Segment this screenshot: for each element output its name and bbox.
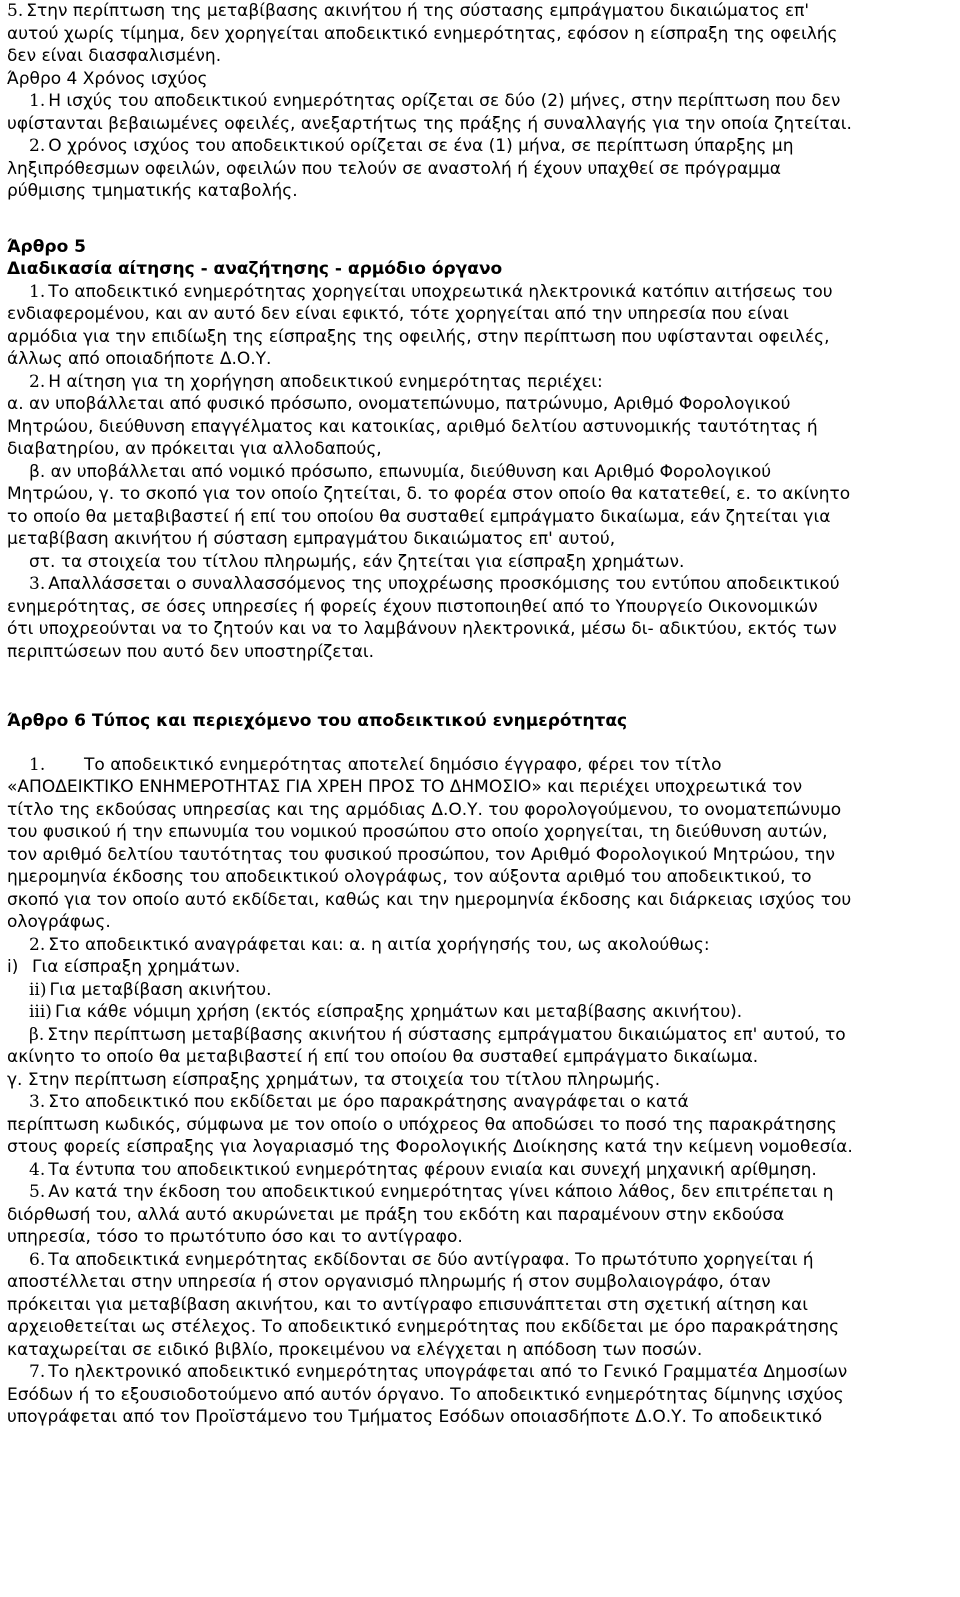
a4-p2-line-1: 2. Ο χρόνος ισχύος του αποδεικτικού ορίζεται σε ένα (1) μήνα, σε περίπτωση ύπαρξης μη xyxy=(29,136,794,156)
a5-a-line-1: α. αν υποβάλλεται από φυσικό πρόσωπο, ονοματεπώνυμο, πατρώνυμο, Αριθμό Φορολογικού xyxy=(7,394,791,414)
a6-p5-number: 5. xyxy=(29,1182,46,1202)
a6-i-line: i) Για είσπραξη χρημάτων. xyxy=(7,957,241,977)
a6-p6-line-2: αποστέλλεται στην υπηρεσία ή στον οργανισμό πληρωμής ή στον συμβολαιογράφο, όταν xyxy=(7,1272,771,1292)
a5-p1-line-2: ενδιαφερομένου, και αν αυτό δεν είναι εφικτό, τότε χορηγείται από την υπηρεσία που είναι xyxy=(7,304,789,324)
a6-iii-number: iii) xyxy=(29,1002,52,1022)
a4-heading: Άρθρο 4 Χρόνος ισχύος xyxy=(7,68,208,89)
a4-item5-number: 5. xyxy=(7,1,24,21)
a6-iii-line: iii) Για κάθε νόμιμη χρήση (εκτός είσπραξης χρημάτων και μεταβίβασης ακινήτου). xyxy=(29,1002,743,1022)
a6-p1-line-1: 1. Το αποδεικτικό ενημερότητας αποτελεί δημόσιο έγγραφο, φέρει τον τίτλο xyxy=(29,754,722,775)
a5-p1-line-3: αρμόδια για την επιδίωξη της είσπραξης της οφειλής, στην περίπτωση που υφίστανται οφειλές, xyxy=(7,326,830,347)
a5-p3-number: 3. xyxy=(29,574,46,594)
a6-p6-line-3: πρόκειται για μεταβίβαση ακινήτου, και το αντίγραφο επισυνάπτεται στη σχετική αίτηση και xyxy=(7,1294,808,1315)
a6-p5-line-1: 5. Αν κατά την έκδοση του αποδεικτικού ενημερότητας γίνει κάποιο λάθος, δεν επιτρέπεται η xyxy=(29,1182,834,1202)
a5-p1-line-1: 1. Το αποδεικτικό ενημερότητας χορηγείται υποχρεωτικά ηλεκτρονικά κατόπιν αιτήσεως του xyxy=(29,281,833,302)
a4-p1-line-1: 1. Η ισχύς του αποδεικτικού ενημερότητας ορίζεται σε δύο (2) μήνες, στην περίπτωση που δεν xyxy=(29,91,841,111)
a4-item5-line-2: αυτού χωρίς τίμημα, δεν χορηγείται αποδεικτικό ενημερότητας, εφόσον η είσπραξη της οφειλής xyxy=(7,23,838,44)
a6-p3-number: 3. xyxy=(29,1092,46,1112)
a6-p5-line-2: διόρθωσή του, αλλά αυτό ακυρώνεται με πράξη του εκδότη και παραμένουν στην εκδούσα xyxy=(7,1204,785,1225)
a4-p2-line-3: ρύθμισης τμηματικής καταβολής. xyxy=(7,181,298,201)
a5-b-line-3: το οποίο θα μεταβιβαστεί ή επί του οποίου θα συσταθεί εμπράγματο δικαίωμα, εάν ζητείται για xyxy=(7,506,831,527)
a6-p1-line-7: σκοπό για τον οποίο αυτό εκδίδεται, καθώς και την ημερομηνία έκδοσης και διάρκειας ισχύος του xyxy=(7,889,852,910)
a6-gamma-line: γ. Στην περίπτωση είσπραξης χρημάτων, τα στοιχεία του τίτλου πληρωμής. xyxy=(7,1069,661,1090)
a6-p1-number: 1. xyxy=(29,754,46,775)
a6-p3-line-2: περίπτωση κωδικός, σύμφωνα με τον οποίο ο υπόχρεος θα αποδώσει το ποσό της παρακράτησης xyxy=(7,1114,837,1135)
a6-p7-line-2: Εσόδων ή το εξουσιοδοτούμενο από αυτόν όργανο. Το αποδεικτικό ενημερότητας δίμηνης ισχύος xyxy=(7,1384,844,1405)
a4-item5-line-3: δεν είναι διασφαλισμένη. xyxy=(7,46,222,66)
a5-b-line-4: μεταβίβαση ακινήτου ή σύσταση εμπραγμάτου δικαιώματος επ' αυτού, xyxy=(7,529,616,549)
a6-p6-line-1: 6. Τα αποδεικτικά ενημερότητας εκδίδονται σε δύο αντίγραφα. Το πρωτότυπο χορηγείται ή xyxy=(29,1249,814,1270)
a5-p3-line-4: περιπτώσεων που αυτό δεν υποστηρίζεται. xyxy=(7,641,375,662)
a6-p4-number: 4. xyxy=(29,1159,46,1180)
a6-p7-line-3: υπογράφεται από τον Προϊστάμενο του Τμήματος Εσόδων οποιασδήποτε Δ.Ο.Υ. Το αποδεικτικό xyxy=(7,1407,823,1427)
a6-ii-number: ii) xyxy=(29,979,47,1000)
a5-p2-line: 2. Η αίτηση για τη χορήγηση αποδεικτικού ενημερότητας περιέχει: xyxy=(29,371,603,392)
a6-p1-line-4: του φυσικού ή την επωνυμία του νομικού προσώπου στο οποίο χορηγείται, τη διεύθυνση αυτών, xyxy=(7,822,828,842)
a5-heading-subtitle: Διαδικασία αίτησης - αναζήτησης - αρμόδιο όργανο xyxy=(7,259,503,279)
a4-p2-number: 2. xyxy=(29,136,46,156)
a6-p2-line: 2. Στο αποδεικτικό αναγράφεται και: α. η αιτία χορήγησής του, ως ακολούθως: xyxy=(29,934,710,955)
a6-p5-line-3: υπηρεσία, τόσο το πρωτότυπο όσο και το αντίγραφο. xyxy=(7,1227,463,1247)
a6-p6-line-5: καταχωρείται σε ειδικό βιβλίο, προκειμένου να ελέγχεται η απόδοση των ποσών. xyxy=(7,1339,703,1360)
a5-a-line-2: Μητρώου, διεύθυνση επαγγέλματος και κατοικίας, αριθμό δελτίου αστυνομικής ταυτότητας ή xyxy=(7,416,818,437)
a6-p7-number: 7. xyxy=(29,1362,46,1382)
a5-st-line: στ. τα στοιχεία του τίτλου πληρωμής, εάν ζητείται για είσπραξη χρημάτων. xyxy=(29,551,685,572)
a6-ii-line: ii) Για μεταβίβαση ακινήτου. xyxy=(29,979,272,1000)
a4-item5-line-1: 5. Στην περίπτωση της μεταβίβασης ακινήτου ή της σύστασης εμπράγματου δικαιώματος επ' xyxy=(7,1,810,21)
document-page xyxy=(7,0,955,1429)
a4-p1-number: 1. xyxy=(29,91,46,111)
a6-beta-number: β. xyxy=(29,1024,45,1045)
a5-b-line-2: Μητρώου, γ. το σκοπό για τον οποίο ζητείται, δ. το φορέα στον οποίο θα κατατεθεί, ε. το ακίνητο xyxy=(7,484,851,504)
a4-p2-line-2: ληξιπρόθεσμων οφειλών, οφειλών που τελούν σε αναστολή ή έχουν υπαχθεί σε πρόγραμμα xyxy=(7,158,781,179)
a5-p3-line-2: ενημερότητας, σε όσες υπηρεσίες ή φορείς έχουν πιστοποιηθεί από το Υπουργείο Οικονομικών xyxy=(7,596,818,617)
a6-p1-line-6: ημερομηνία έκδοσης του αποδεικτικού ολογράφως, τον αύξοντα αριθμό του αποδεικτικού, το xyxy=(7,867,812,887)
a6-p4-line: 4. Τα έντυπα του αποδεικτικού ενημερότητας φέρουν ενιαία και συνεχή μηχανική αρίθμηση. xyxy=(29,1159,817,1180)
a5-p1-line-4: άλλως από οποιαδήποτε Δ.Ο.Υ. xyxy=(7,349,272,369)
a6-p1-line-2: «ΑΠΟΔΕΙΚΤΙΚΟ ΕΝΗΜΕΡΟΤΗΤΑΣ ΓΙΑ ΧΡΕΗ ΠΡΟΣ ΤΟ ΔΗΜΟΣΙΟ» και περιέχει υποχρεωτικά τον xyxy=(7,777,803,797)
a6-p3-line-3: στους φορείς είσπραξης για λογαριασμό της Φορολογικής Διοίκησης κατά την κείμενη νομοθεσία. xyxy=(7,1137,853,1157)
a6-heading: Άρθρο 6 Τύπος και περιεχόμενο του αποδεικτικού ενημερότητας xyxy=(7,711,628,731)
a6-p7-line-1: 7. Το ηλεκτρονικό αποδεικτικό ενημερότητας υπογράφεται από το Γενικό Γραμματέα Δημοσίων xyxy=(29,1362,848,1382)
a6-p2-number: 2. xyxy=(29,934,46,955)
a4-p1-line-2: υφίστανται βεβαιωμένες οφειλές, ανεξαρτήτως της πράξης ή συναλλαγής για την οποία ζητείται. xyxy=(7,113,852,134)
a5-a-line-3: διαβατηρίου, αν πρόκειται για αλλοδαπούς, xyxy=(7,439,382,459)
a6-p1-line-5: τον αριθμό δελτίου ταυτότητας του φυσικού προσώπου, τον Αριθμό Φορολογικού Μητρώου, την xyxy=(7,844,836,865)
a6-p3-line-1: 3. Στο αποδεικτικό που εκδίδεται με όρο παρακράτησης αναγράφεται ο κατά xyxy=(29,1092,689,1112)
a5-p1-number: 1. xyxy=(29,281,46,302)
a6-beta-line-2: ακίνητο το οποίο θα μεταβιβαστεί ή επί του οποίου θα συσταθεί εμπράγματο δικαίωμα. xyxy=(7,1047,759,1067)
a6-p6-line-4: αρχειοθετείται ως στέλεχος. Το αποδεικτικό ενημερότητας που εκδίδεται με όρο παρακράτησης xyxy=(7,1317,840,1337)
a5-p2-number: 2. xyxy=(29,371,46,392)
a6-i-number: i) xyxy=(7,957,19,977)
a6-beta-line-1: β. Στην περίπτωση μεταβίβασης ακινήτου ή σύστασης εμπράγματου δικαιώματος επ' αυτού, το xyxy=(29,1024,846,1045)
a5-p3-line-1: 3. Απαλλάσσεται ο συναλλασσόμενος της υποχρέωσης προσκόμισης του εντύπου αποδεικτικού xyxy=(29,574,840,594)
a6-p6-number: 6. xyxy=(29,1249,46,1270)
a5-p3-line-3: ότι υποχρεούνται να το ζητούν και να το λαμβάνουν ηλεκτρονικά, μέσω δι- αδικτύου, εκτός των xyxy=(7,619,837,639)
a6-p1-line-8: ολογράφως. xyxy=(7,912,111,932)
a5-b-line-1: β. αν υποβάλλεται από νομικό πρόσωπο, επωνυμία, διεύθυνση και Αριθμό Φορολογικού xyxy=(29,461,772,482)
a6-p1-line-3: τίτλο της εκδούσας υπηρεσίας και της αρμόδιας Δ.Ο.Υ. του φορολογούμενου, το ονοματεπώνυμο xyxy=(7,799,842,820)
a5-heading-title: Άρθρο 5 xyxy=(7,236,86,257)
